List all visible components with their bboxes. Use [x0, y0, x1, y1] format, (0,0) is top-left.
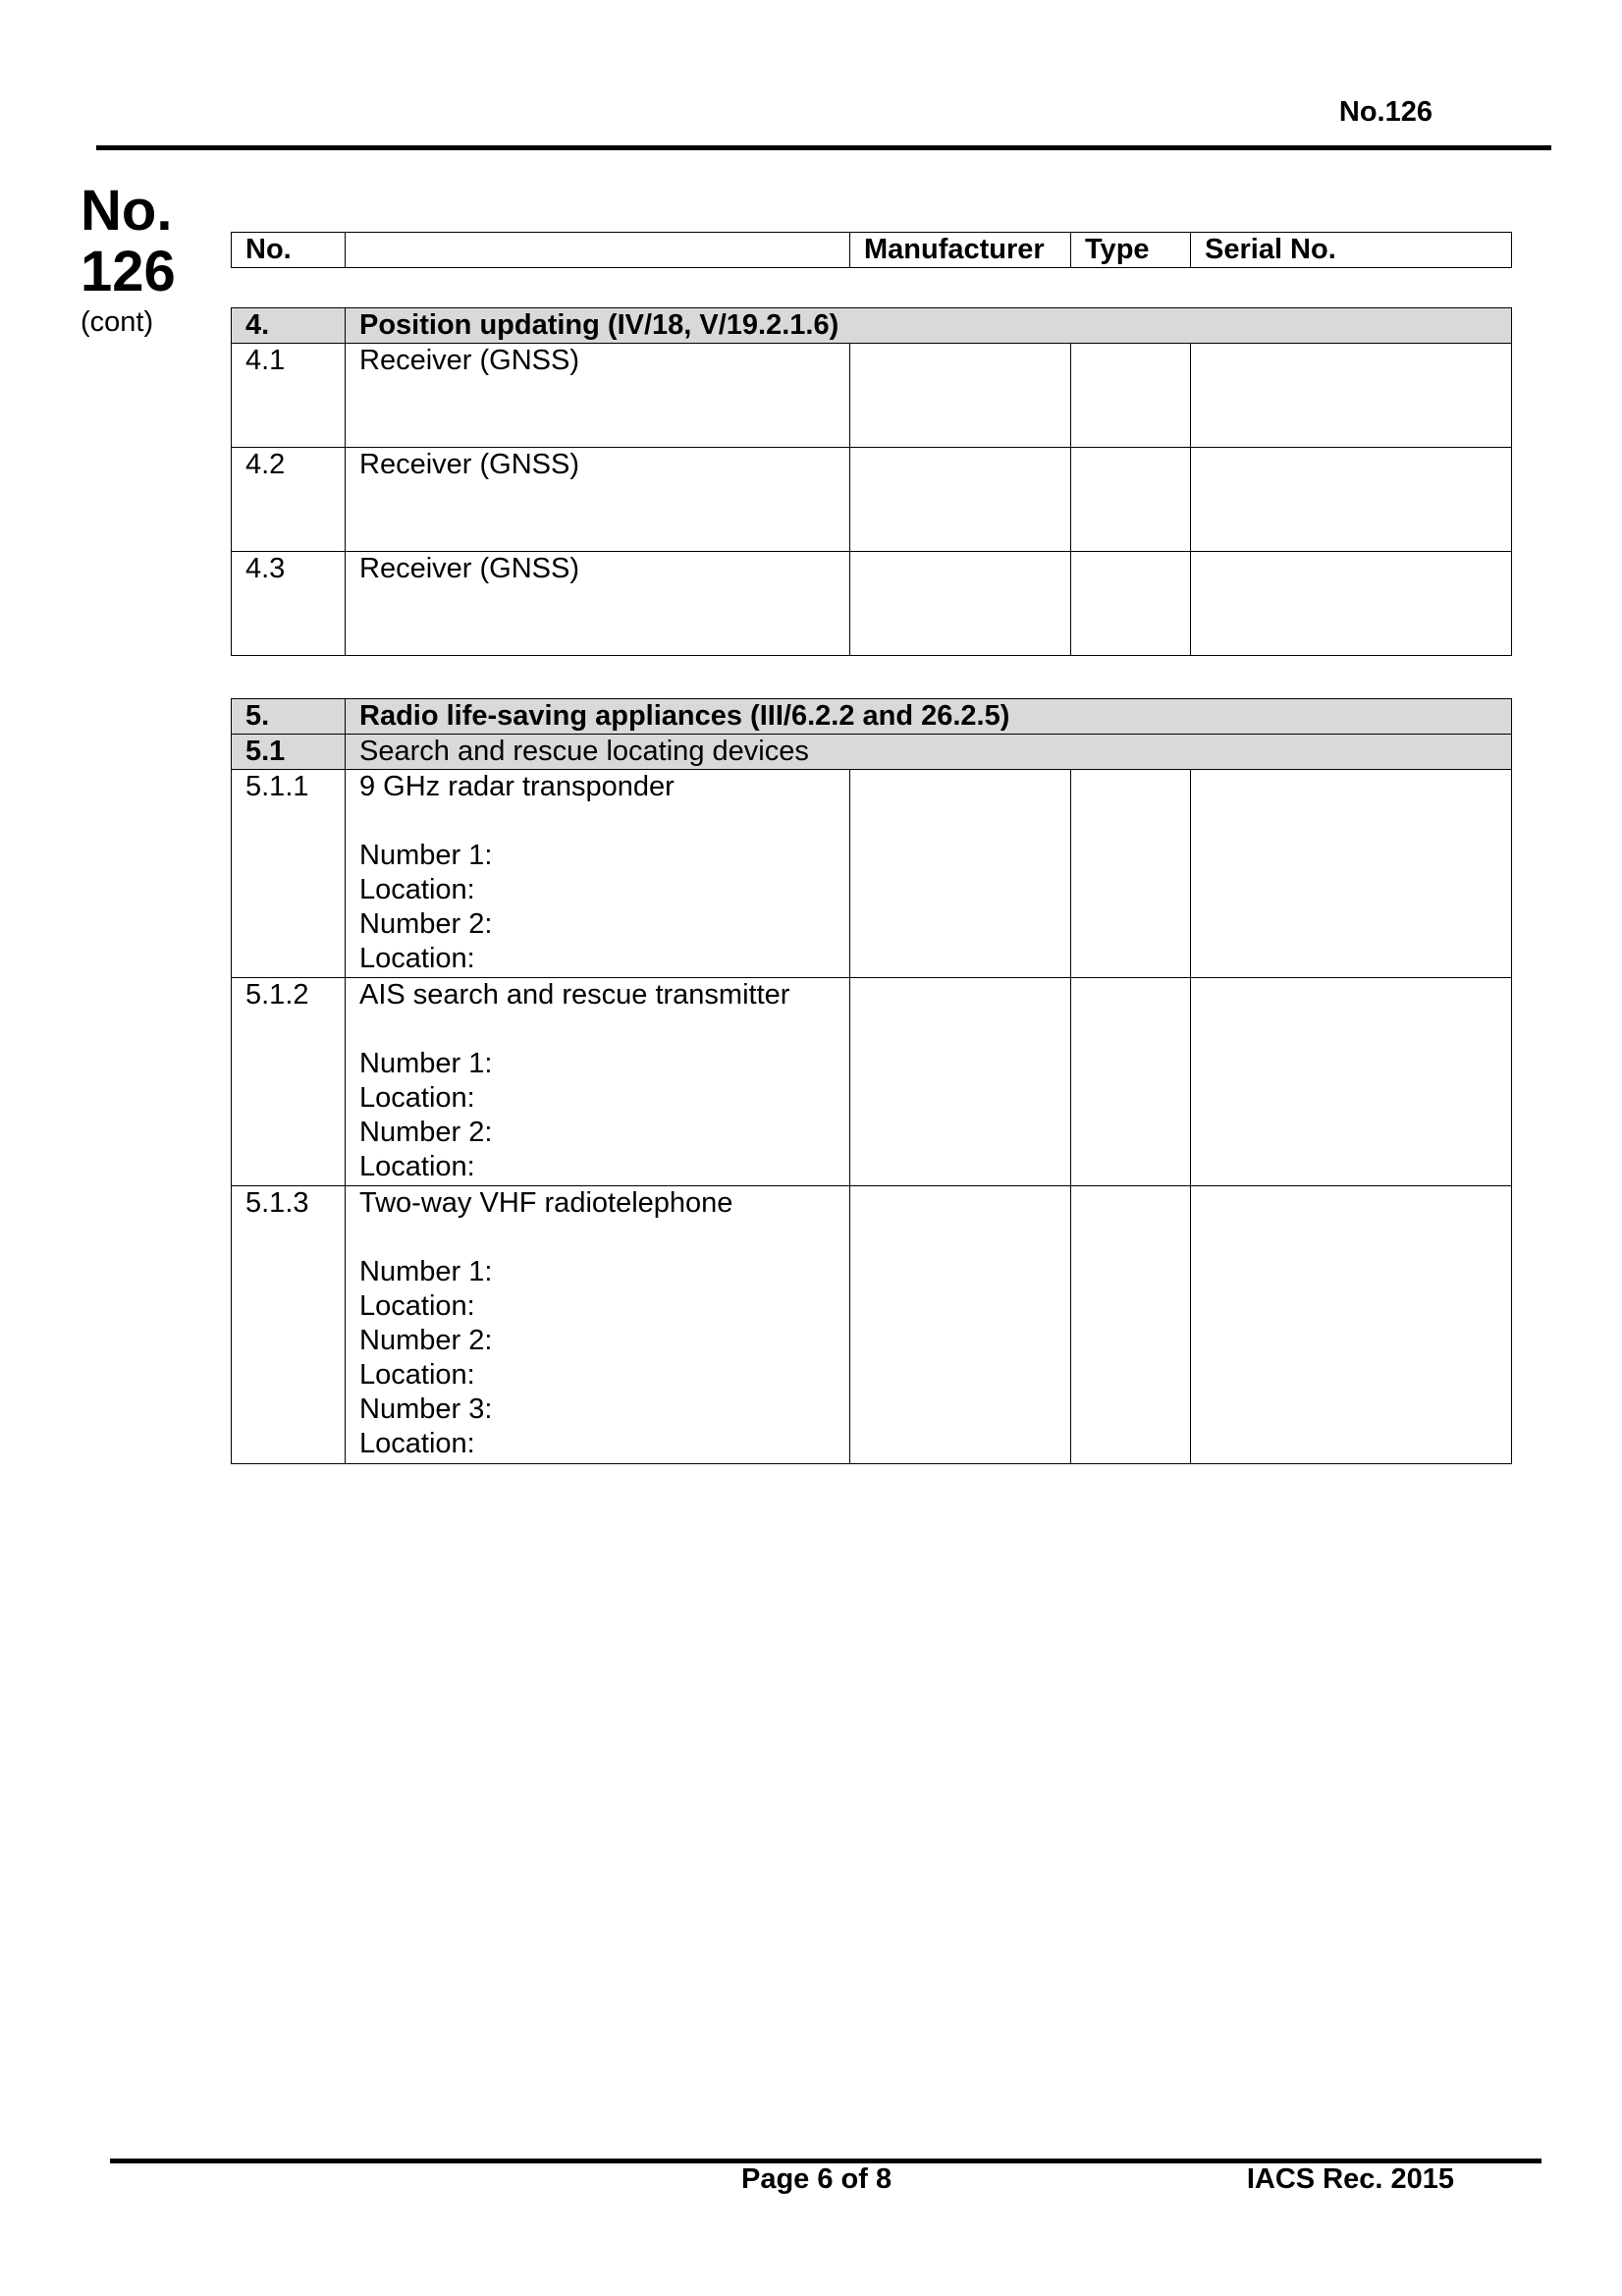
manufacturer-cell[interactable] — [850, 1186, 1071, 1464]
location-field-label: Location: — [359, 874, 475, 905]
table-row — [232, 770, 1512, 978]
device-name: Two-way VHF radiotelephone — [359, 1187, 733, 1219]
col-header-type: Type — [1071, 233, 1191, 268]
section-5-1-number: 5.1 — [232, 735, 346, 770]
page-number: Page 6 of 8 — [741, 2163, 892, 2195]
location-field-label: Location: — [359, 1359, 475, 1391]
serial-cell[interactable] — [1191, 344, 1512, 448]
section-4-heading-row — [232, 308, 1512, 344]
device-name: AIS search and rescue transmitter — [359, 979, 790, 1011]
type-cell[interactable] — [1071, 448, 1191, 552]
section-5-1-heading-row — [232, 735, 1512, 770]
section-5-title: Radio life-saving appliances (III/6.2.2 and 26.2.5) — [346, 699, 1512, 735]
side-document-number — [81, 181, 176, 302]
device-name: 9 GHz radar transponder — [359, 771, 675, 802]
manufacturer-cell[interactable] — [850, 448, 1071, 552]
row-number: 5.1.2 — [232, 978, 346, 1186]
section-5-1-title: Search and rescue locating devices — [346, 735, 1512, 770]
row-description: Receiver (GNSS) — [346, 552, 850, 656]
number-field-label: Number 1: — [359, 840, 493, 871]
col-header-no: No. — [232, 233, 346, 268]
number-field-label: Number 2: — [359, 1325, 493, 1356]
row-number: 4.3 — [232, 552, 346, 656]
number-field-label: Number 2: — [359, 1117, 493, 1148]
section-4-title: Position updating (IV/18, V/19.2.1.6) — [346, 308, 1512, 344]
type-cell[interactable] — [1071, 552, 1191, 656]
location-field-label: Location: — [359, 1428, 475, 1459]
manufacturer-cell[interactable] — [850, 552, 1071, 656]
serial-cell[interactable] — [1191, 448, 1512, 552]
type-cell[interactable] — [1071, 770, 1191, 978]
table-row — [232, 978, 1512, 1186]
manufacturer-cell[interactable] — [850, 344, 1071, 448]
header-reference: No.126 — [1338, 96, 1433, 128]
table-row — [232, 344, 1512, 448]
section-4-table — [231, 307, 1512, 656]
col-header-serial: Serial No. — [1191, 233, 1512, 268]
row-description — [346, 978, 850, 1186]
number-field-label: Number 1: — [359, 1256, 493, 1287]
row-description: Receiver (GNSS) — [346, 448, 850, 552]
location-field-label: Location: — [359, 1151, 475, 1182]
manufacturer-cell[interactable] — [850, 978, 1071, 1186]
side-number-label: No. — [81, 179, 173, 243]
type-cell[interactable] — [1071, 344, 1191, 448]
section-5-table — [231, 698, 1512, 1464]
section-5-number: 5. — [232, 699, 346, 735]
side-continued-label: (cont) — [81, 306, 154, 338]
location-field-label: Location: — [359, 1082, 475, 1114]
serial-cell[interactable] — [1191, 552, 1512, 656]
recommendation-label: IACS Rec. 2015 — [1246, 2163, 1454, 2195]
location-field-label: Location: — [359, 1290, 475, 1322]
row-description — [346, 1186, 850, 1464]
row-number: 4.1 — [232, 344, 346, 448]
serial-cell[interactable] — [1191, 770, 1512, 978]
row-number: 5.1.3 — [232, 1186, 346, 1464]
number-field-label: Number 2: — [359, 908, 493, 940]
table-row — [232, 552, 1512, 656]
row-description — [346, 770, 850, 978]
location-field-label: Location: — [359, 943, 475, 974]
row-description: Receiver (GNSS) — [346, 344, 850, 448]
side-number-value: 126 — [81, 240, 176, 303]
number-field-label: Number 1: — [359, 1048, 493, 1079]
table-row — [232, 448, 1512, 552]
type-cell[interactable] — [1071, 978, 1191, 1186]
serial-cell[interactable] — [1191, 978, 1512, 1186]
header-rule — [96, 145, 1551, 150]
number-field-label: Number 3: — [359, 1394, 493, 1425]
row-number: 5.1.1 — [232, 770, 346, 978]
section-5-heading-row — [232, 699, 1512, 735]
table-row — [232, 1186, 1512, 1464]
section-4-number: 4. — [232, 308, 346, 344]
manufacturer-cell[interactable] — [850, 770, 1071, 978]
col-header-description — [346, 233, 850, 268]
col-header-manufacturer: Manufacturer — [850, 233, 1071, 268]
row-number: 4.2 — [232, 448, 346, 552]
column-header-row — [232, 233, 1512, 268]
type-cell[interactable] — [1071, 1186, 1191, 1464]
column-header-table — [231, 232, 1512, 268]
serial-cell[interactable] — [1191, 1186, 1512, 1464]
